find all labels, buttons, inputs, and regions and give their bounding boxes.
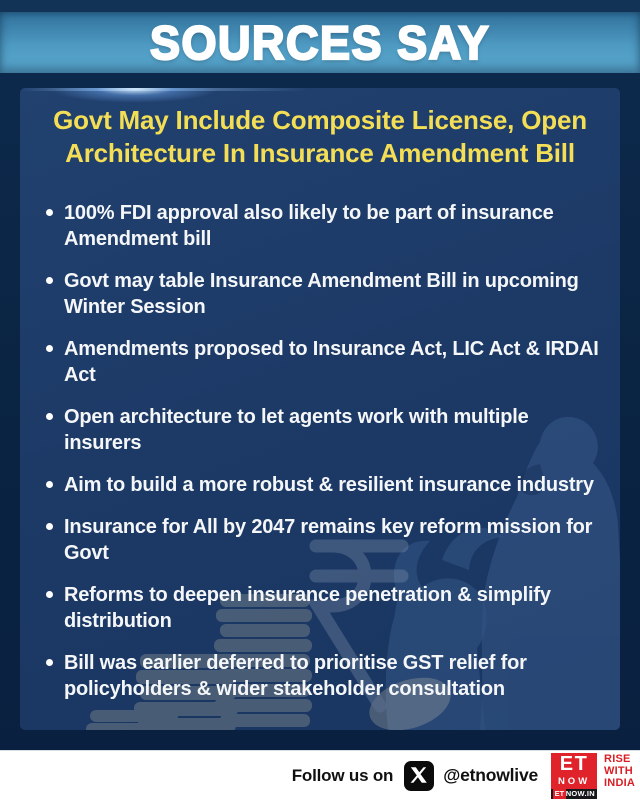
twitter-handle: @etnowlive <box>443 765 539 785</box>
etnow-logo <box>551 753 635 799</box>
header-band <box>0 12 640 73</box>
bullet-item: Amendments proposed to Insurance Act, LIC Act & IRDAI Act <box>44 336 602 388</box>
x-social-icon <box>404 761 434 791</box>
footer-bar <box>0 750 640 800</box>
lens-flare <box>50 88 220 103</box>
tagline-line: RISE <box>604 752 631 765</box>
etnow-logo-block <box>551 753 597 799</box>
bullet-list <box>20 200 620 702</box>
bullet-item: Reforms to deepen insurance penetration & simplify distribution <box>44 582 602 634</box>
lens-flare-streak <box>20 88 380 91</box>
page-title: SOURCES SAY <box>150 15 490 69</box>
etnow-logo-et: ET <box>559 753 589 776</box>
bullet-item: Aim to build a more robust & resilient insurance industry <box>44 472 602 498</box>
headline: Govt May Include Composite License, Open Architecture In Insurance Amendment Bill <box>53 105 587 169</box>
tagline-line: INDIA <box>604 777 635 790</box>
top-border-strip <box>0 0 640 12</box>
etnow-site-strip <box>551 789 597 799</box>
follow-us-label: Follow us on <box>291 765 394 785</box>
bullet-item: Insurance for All by 2047 remains key reform mission for Govt <box>44 514 602 566</box>
etnow-site-prefix: ET <box>554 788 565 798</box>
etnow-site-suffix: NOW.IN <box>565 788 595 798</box>
bullet-item: 100% FDI approval also likely to be part of insurance Amendment bill <box>44 200 602 252</box>
etnow-logo-red-box <box>551 753 597 789</box>
bullet-item: Govt may table Insurance Amendment Bill in upcoming Winter Session <box>44 268 602 320</box>
tagline-line: WITH <box>604 764 633 777</box>
etnow-logo-now: NOW <box>557 776 591 788</box>
bullet-item: Bill was earlier deferred to prioritise GST relief for policyholders & wider stakeholder consultation <box>44 650 602 702</box>
rise-with-india-tagline <box>604 753 635 790</box>
news-card <box>20 88 620 730</box>
bullet-item: Open architecture to let agents work with multiple insurers <box>44 404 602 456</box>
